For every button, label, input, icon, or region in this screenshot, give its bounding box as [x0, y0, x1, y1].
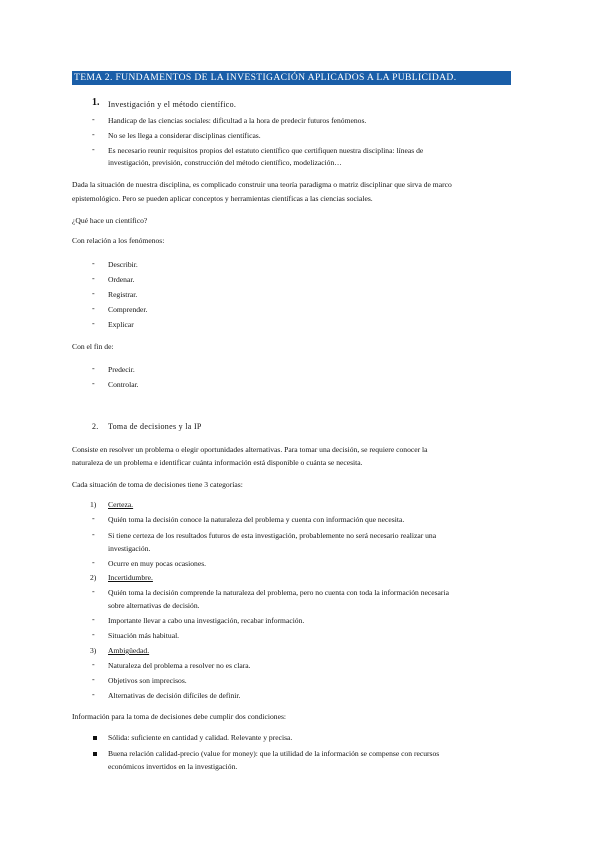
section-1-bullet-continuation: investigación, previsión, construcción del método científico, modelización… [108, 158, 342, 167]
bullet-dash: - [92, 630, 95, 639]
bullet-dash: - [92, 558, 95, 567]
category-item-continuation: sobre alternativas de decisión. [108, 601, 200, 610]
paragraph-line: Consiste en resolver un problema o elegir oportunidades alternativas. Para tomar una decisión, se requiere conocer la [72, 445, 428, 454]
bullet-dash: - [92, 130, 95, 139]
phenomena-item: Explicar [108, 320, 134, 329]
aim-item: Predecir. [108, 365, 135, 374]
category-item: Naturaleza del problema a resolver no es clara. [108, 661, 251, 670]
section-1-bullet: No se les llega a considerar disciplinas científicas. [108, 131, 261, 140]
purpose-line: Con el fin de: [72, 342, 114, 351]
bullet-dash: - [92, 379, 95, 388]
condition-item-continuation: económicos invertidos en la investigación. [108, 762, 238, 771]
question-line: ¿Qué hace un científico? [72, 216, 148, 225]
section-2-number: 2. [92, 422, 99, 431]
category-name: Certeza. [108, 500, 134, 509]
square-bullet-icon [93, 736, 97, 740]
category-item: Quién toma la decisión conoce la naturaleza del problema y cuenta con información que necesita. [108, 515, 405, 524]
bullet-dash: - [92, 660, 95, 669]
category-item-continuation: investigación. [108, 544, 151, 553]
bullet-dash: - [92, 530, 95, 539]
bullet-dash: - [92, 615, 95, 624]
conditions-intro: Información para la toma de decisiones debe cumplir dos condiciones: [72, 712, 287, 721]
bullet-dash: - [92, 675, 95, 684]
category-name: Ambigüedad. [108, 646, 150, 655]
category-item: Alternativas de decisión difíciles de definir. [108, 691, 241, 700]
bullet-dash: - [92, 289, 95, 298]
category-number: 3) [90, 646, 97, 655]
square-bullet-icon [93, 752, 97, 756]
paragraph-line: Dada la situación de nuestra disciplina, es complicado construir una teoría paradigma o matriz disciplinar que sirva de marco [72, 180, 452, 189]
bullet-dash: - [92, 364, 95, 373]
category-number: 2) [90, 573, 97, 582]
bullet-dash: - [92, 115, 95, 124]
category-item: Quién toma la decisión comprende la naturaleza del problema, pero no cuenta con toda la información necesaria [108, 588, 449, 597]
phenomena-item: Ordenar. [108, 275, 135, 284]
condition-item: Buena relación calidad-precio (value for money): que la utilidad de la información se compense con recursos [108, 749, 440, 758]
bullet-dash: - [92, 304, 95, 313]
section-1-heading: Investigación y el método científico. [108, 100, 237, 109]
phenomena-item: Registrar. [108, 290, 138, 299]
document-title: TEMA 2. FUNDAMENTOS DE LA INVESTIGACIÓN APLICADOS A LA PUBLICIDAD. [72, 71, 511, 85]
category-item: Importante llevar a cabo una investigación, recabar información. [108, 616, 305, 625]
section-1-number: 1. [92, 97, 100, 108]
bullet-dash: - [92, 145, 95, 154]
bullet-dash: - [92, 319, 95, 328]
category-number: 1) [90, 500, 97, 509]
relation-line: Con relación a los fenómenos: [72, 236, 165, 245]
phenomena-item: Describir. [108, 260, 138, 269]
bullet-dash: - [92, 274, 95, 283]
category-item: Ocurre en muy pocas ocasiones. [108, 559, 207, 568]
bullet-dash: - [92, 587, 95, 596]
aim-item: Controlar. [108, 380, 139, 389]
bullet-dash: - [92, 259, 95, 268]
bullet-dash: - [92, 690, 95, 699]
paragraph-line: epistemológico. Pero se pueden aplicar conceptos y herramientas científicas a las ciencias sociales. [72, 194, 373, 203]
condition-item: Sólida: suficiente en cantidad y calidad. Relevante y precisa. [108, 733, 293, 742]
bullet-dash: - [92, 514, 95, 523]
category-item: Objetivos son imprecisos. [108, 676, 187, 685]
phenomena-item: Comprender. [108, 305, 148, 314]
categories-intro: Cada situación de toma de decisiones tiene 3 categorías: [72, 480, 243, 489]
category-item: Si tiene certeza de los resultados futuros de esta investigación, probablemente no será necesario realizar una [108, 531, 437, 540]
category-item: Situación más habitual. [108, 631, 180, 640]
category-name: Incertidumbre. [108, 573, 153, 582]
paragraph-line: naturaleza de un problema e identificar cuánta información está disponible o cuánta se necesita. [72, 458, 363, 467]
section-1-bullet: Handicap de las ciencias sociales: dificultad a la hora de predecir futuros fenómenos. [108, 116, 367, 125]
section-2-heading: Toma de decisiones y la IP [108, 422, 202, 431]
section-1-bullet: Es necesario reunir requisitos propios del estatuto científico que certifiquen nuestra disciplina: líneas de [108, 146, 424, 155]
